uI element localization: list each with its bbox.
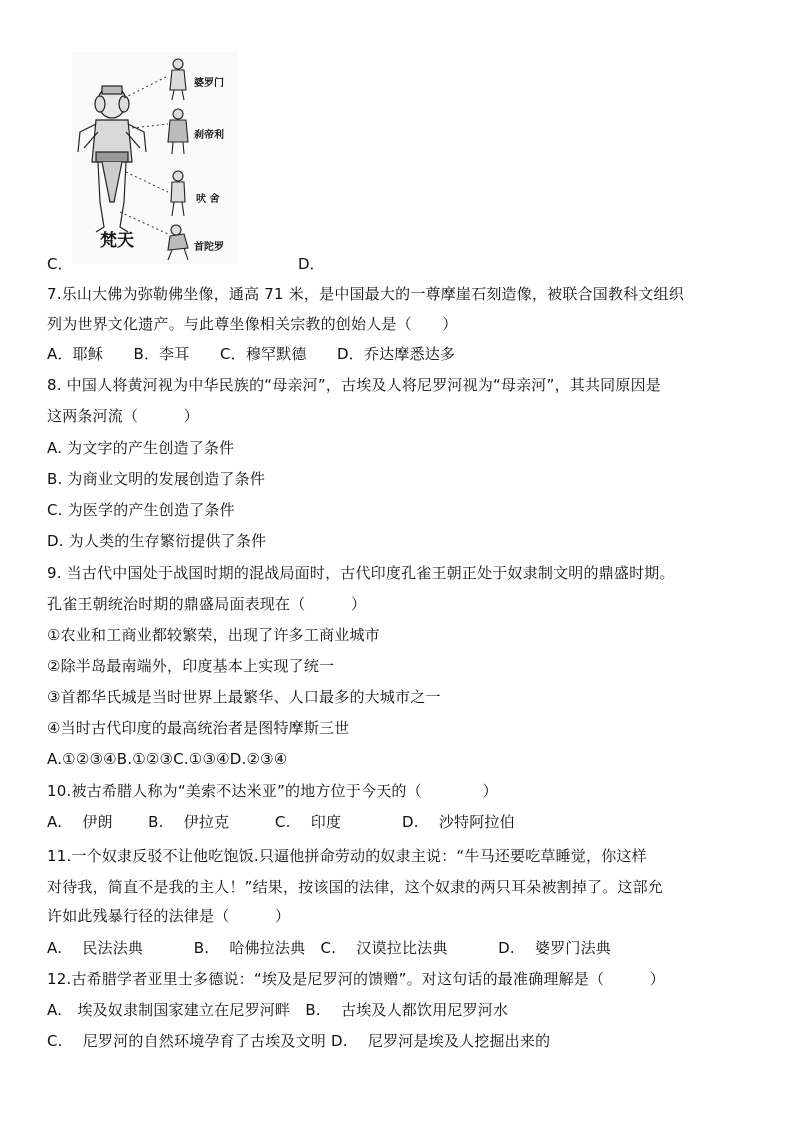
text-line: 10.被古希腊人称为“美索不达米亚”的地方位于今天的（ ） — [47, 782, 498, 800]
caste-label-shudra: 首陀罗 — [194, 242, 224, 253]
q6-option-c: C． — [47, 255, 73, 273]
text-line: ③首都华氏城是当时世界上最繁华、人口最多的大城市之一 — [47, 688, 441, 706]
caste-figure — [72, 52, 238, 264]
text-line: 7.乐山大佛为弥勒佛坐像，通高 71 米，是中国最大的一尊摩崖石刻造像，被联合国教科文组织 — [47, 285, 684, 303]
text-line: ④当时古代印度的最高统治者是图特摩斯三世 — [47, 719, 350, 737]
caste-label-brahmin: 婆罗门 — [194, 78, 224, 89]
text-line: 这两条河流（ ） — [47, 407, 200, 425]
text-line: 9. 当古代中国处于战国时期的混战局面时，古代印度孔雀王朝正处于奴隶制文明的鼎盛时期。 — [47, 564, 675, 582]
q6-option-d: D． — [298, 255, 325, 273]
text-line: A．耶稣 B．李耳 C．穆罕默德 D．乔达摩悉达多 — [47, 345, 456, 363]
text-line: 列为世界文化遗产。与此尊坐像相关宗教的创始人是（ ） — [47, 315, 458, 333]
text-line: C. 尼罗河的自然环境孕育了古埃及文明 D. 尼罗河是埃及人挖掘出来的 — [47, 1032, 551, 1050]
text-line: A.①②③④B.①②③C.①③④D.②③④ — [47, 750, 288, 768]
text-line: A. 为文字的产生创造了条件 — [47, 439, 235, 457]
text-line: 12.古希腊学者亚里士多德说：“埃及是尼罗河的馈赠”。对这句话的最准确理解是（ ） — [47, 970, 666, 988]
text-line: D. 为人类的生存繁衍提供了条件 — [47, 532, 267, 550]
text-line: ①农业和工商业都较繁荣，出现了许多工商业城市 — [47, 626, 380, 644]
caste-label-kshatriya: 刹帝利 — [194, 130, 224, 141]
text-line: ②除半岛最南端外，印度基本上实现了统一 — [47, 657, 335, 675]
text-line: 8. 中国人将黄河视为中华民族的“母亲河”，古埃及人将尼罗河视为“母亲河”，其共同原因是 — [47, 376, 661, 394]
text-line: A. 民法法典 B. 哈佛拉法典 C. 汉谟拉比法典 D. 婆罗门法典 — [47, 939, 611, 957]
text-line: 对待我，简直不是我的主人！”结果，按该国的法律，这个奴隶的两只耳朵被割掉了。这部允 — [47, 878, 663, 896]
text-line: A. 伊朗 B. 伊拉克 C. 印度 D. 沙特阿拉伯 — [47, 813, 515, 831]
text-line: 许如此残暴行径的法律是（ ） — [47, 907, 291, 925]
deity-label: 梵天 — [100, 231, 134, 251]
text-line: 孔雀王朝统治时期的鼎盛局面表现在（ ） — [47, 595, 367, 613]
text-line: B. 为商业文明的发展创造了条件 — [47, 470, 266, 488]
text-line: A. 埃及奴隶制国家建立在尼罗河畔 B. 古埃及人都饮用尼罗河水 — [47, 1001, 509, 1019]
text-line: 11.一个奴隶反驳不让他吃饱饭.只逼他拼命劳动的奴隶主说：“牛马还要吃草睡觉，你这样 — [47, 847, 647, 865]
text-line: C. 为医学的产生创造了条件 — [47, 501, 235, 519]
caste-label-vaishya: 吠 舍 — [196, 194, 220, 205]
